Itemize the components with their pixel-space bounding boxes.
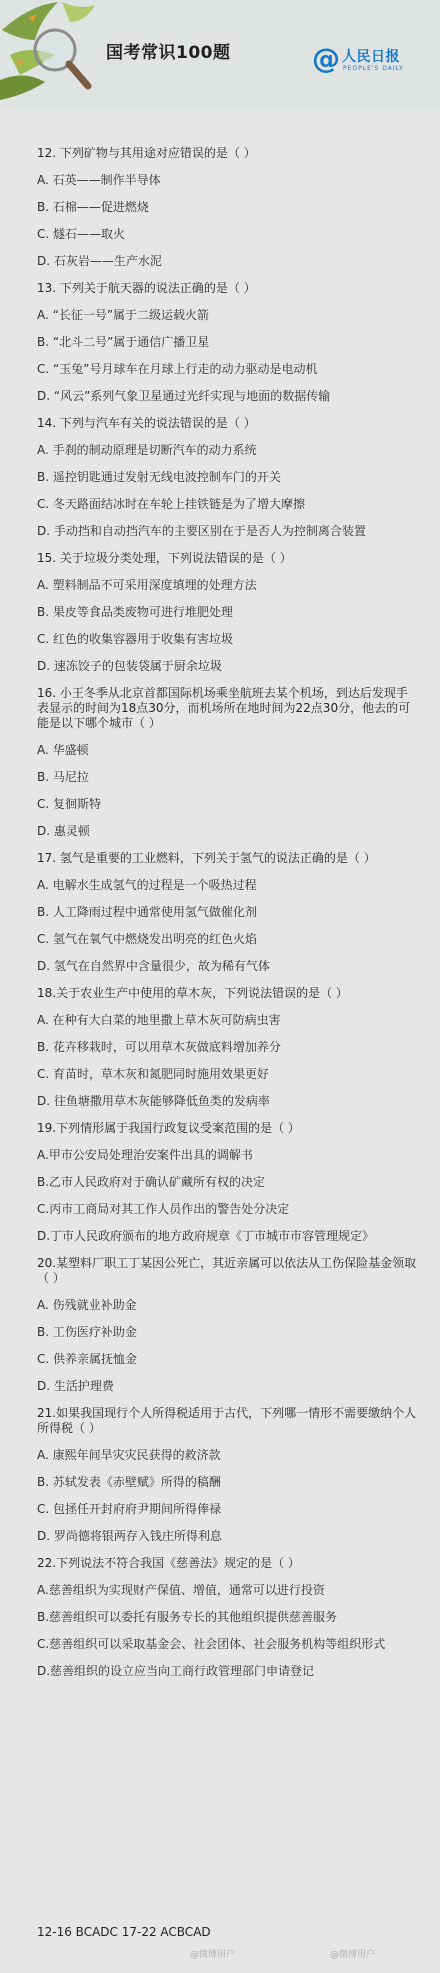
answer-option: D. 速冻饺子的包装袋属于厨余垃圾 bbox=[37, 659, 222, 673]
answer-option: C. 氢气在氧气中燃烧发出明亮的红色火焰 bbox=[37, 932, 258, 946]
answer-option: C.丙市工商局对其工作人员作出的警告处分决定 bbox=[37, 1202, 290, 1216]
answer-option: B. 工伤医疗补助金 bbox=[37, 1325, 137, 1339]
watermark-left: @微博用户 bbox=[190, 1950, 236, 1960]
answer-option: A. 石英——制作半导体 bbox=[37, 173, 161, 187]
answer-option: D. 罗尚德将银两存入钱庄所得利息 bbox=[37, 1529, 222, 1543]
answer-option: C. “玉兔”号月球车在月球上行走的动力驱动是电动机 bbox=[37, 362, 318, 376]
answer-option: A. 伤残就业补助金 bbox=[37, 1298, 137, 1312]
answer-option: B. 果皮等食品类废物可进行堆肥处理 bbox=[37, 605, 233, 619]
question-stem: 21.如果我国现行个人所得税适用于古代，下列哪一情形不需要缴纳个人所得税（ ） bbox=[37, 1406, 417, 1435]
answer-option: C. 供养亲属抚恤金 bbox=[37, 1352, 138, 1366]
answer-option: A.甲市公安局处理治安案件出具的调解书 bbox=[37, 1148, 253, 1162]
answer-option: D.丁市人民政府颁布的地方政府规章《丁市城市市容管理规定》 bbox=[37, 1229, 375, 1243]
answer-option: B.乙市人民政府对于确认矿藏所有权的决定 bbox=[37, 1175, 266, 1189]
answer-option: A. “长征一号”属于二级运载火箭 bbox=[37, 308, 210, 322]
logo-name: 人民日报 bbox=[342, 49, 400, 65]
page-title: 国考常识100题 bbox=[106, 43, 231, 63]
answer-option: A. 华盛顿 bbox=[37, 743, 89, 757]
answer-option: C. 复徊斯特 bbox=[37, 797, 102, 811]
question-stem: 20.某塑料厂职工丁某因公死亡，其近亲属可以依法从工伤保险基金领取（ ） bbox=[37, 1256, 417, 1285]
answer-option: B. 人工降雨过程中通常使用氢气做催化剂 bbox=[37, 905, 257, 919]
question-stem: 12. 下列矿物与其用途对应错误的是（ ） bbox=[37, 146, 256, 160]
watermark-right: @微博用户 bbox=[330, 1950, 376, 1960]
logo-at-icon: @ bbox=[312, 42, 340, 75]
answer-option: D. 氢气在自然界中含量很少，故为稀有气体 bbox=[37, 959, 270, 973]
question-stem: 14. 下列与汽车有关的说法错误的是（ ） bbox=[37, 416, 256, 430]
answer-option: B. 马尼拉 bbox=[37, 770, 89, 784]
answer-key: 12-16 BCADC 17-22 ACBCAD bbox=[37, 1925, 211, 1939]
answer-option: A. 康熙年间旱灾灾民获得的救济款 bbox=[37, 1448, 221, 1462]
question-stem: 16. 小王冬季从北京首都国际机场乘坐航班去某个机场，到达后发现手表显示的时间为18点30分，而机场所在地时间为22点30分，他去的可能是以下哪个城市（ ） bbox=[37, 686, 411, 730]
answer-option: D. 石灰岩——生产水泥 bbox=[37, 254, 162, 268]
answer-option: C. 包拯任开封府府尹期间所得俸禄 bbox=[37, 1502, 222, 1516]
question-stem: 15. 关于垃圾分类处理，下列说法错误的是（ ） bbox=[37, 551, 292, 565]
question-stem: 22.下列说法不符合我国《慈善法》规定的是（ ） bbox=[37, 1556, 300, 1570]
answer-option: D. 往鱼塘撒用草木灰能够降低鱼类的发病率 bbox=[37, 1094, 270, 1108]
answer-option: A. 塑料制品不可采用深度填埋的处理方法 bbox=[37, 578, 257, 592]
magnifier-and-leaves-decoration-icon bbox=[0, 0, 120, 110]
answer-option: D.慈善组织的设立应当向工商行政管理部门申请登记 bbox=[37, 1664, 315, 1678]
answer-option: B. 苏轼发表《赤壁赋》所得的稿酬 bbox=[37, 1475, 221, 1489]
question-stem: 19.下列情形属于我国行政复议受案范围的是（ ） bbox=[37, 1121, 300, 1135]
answer-option: A. 手刹的制动原理是切断汽车的动力系统 bbox=[37, 443, 257, 457]
question-stem: 13. 下列关于航天器的说法正确的是（ ） bbox=[37, 281, 256, 295]
question-stem: 18.关于农业生产中使用的草木灰，下列说法错误的是（ ） bbox=[37, 986, 348, 1000]
question-stem: 17. 氢气是重要的工业燃料，下列关于氢气的说法正确的是（ ） bbox=[37, 851, 376, 865]
answer-option: D. 生活护理费 bbox=[37, 1379, 114, 1393]
answer-option: C. 冬天路面结冰时在车轮上挂铁链是为了增大摩擦 bbox=[37, 497, 306, 511]
answer-option: A.慈善组织为实现财产保值、增值，通常可以进行投资 bbox=[37, 1583, 325, 1597]
question-list bbox=[37, 146, 417, 1691]
answer-option: B.慈善组织可以委托有服务专长的其他组织提供慈善服务 bbox=[37, 1610, 338, 1624]
header-banner bbox=[0, 0, 440, 110]
peoples-daily-logo bbox=[312, 44, 430, 76]
answer-option: B. “北斗二号”属于通信广播卫星 bbox=[37, 335, 210, 349]
answer-option: B. 石棉——促进燃烧 bbox=[37, 200, 149, 214]
answer-option: D. “风云”系列气象卫星通过光纤实现与地面的数据传输 bbox=[37, 389, 331, 403]
answer-option: C. 燧石——取火 bbox=[37, 227, 126, 241]
answer-option: D. 手动挡和自动挡汽车的主要区别在于是否人为控制离合装置 bbox=[37, 524, 366, 538]
answer-option: B. 花卉移栽时，可以用草木灰做底料增加养分 bbox=[37, 1040, 281, 1054]
answer-option: C. 育苗时，草木灰和氮肥同时施用效果更好 bbox=[37, 1067, 270, 1081]
answer-option: B. 遥控钥匙通过发射无线电波控制车门的开关 bbox=[37, 470, 281, 484]
answer-option: D. 惠灵顿 bbox=[37, 824, 90, 838]
answer-option: A. 电解水生成氢气的过程是一个吸热过程 bbox=[37, 878, 257, 892]
answer-option: C. 红色的收集容器用于收集有害垃圾 bbox=[37, 632, 234, 646]
logo-subtitle: PEOPLE'S DAILY bbox=[343, 65, 404, 72]
answer-option: C.慈善组织可以采取基金会、社会团体、社会服务机构等组织形式 bbox=[37, 1637, 386, 1651]
answer-option: A. 在种有大白菜的地里撒上草木灰可防病虫害 bbox=[37, 1013, 281, 1027]
